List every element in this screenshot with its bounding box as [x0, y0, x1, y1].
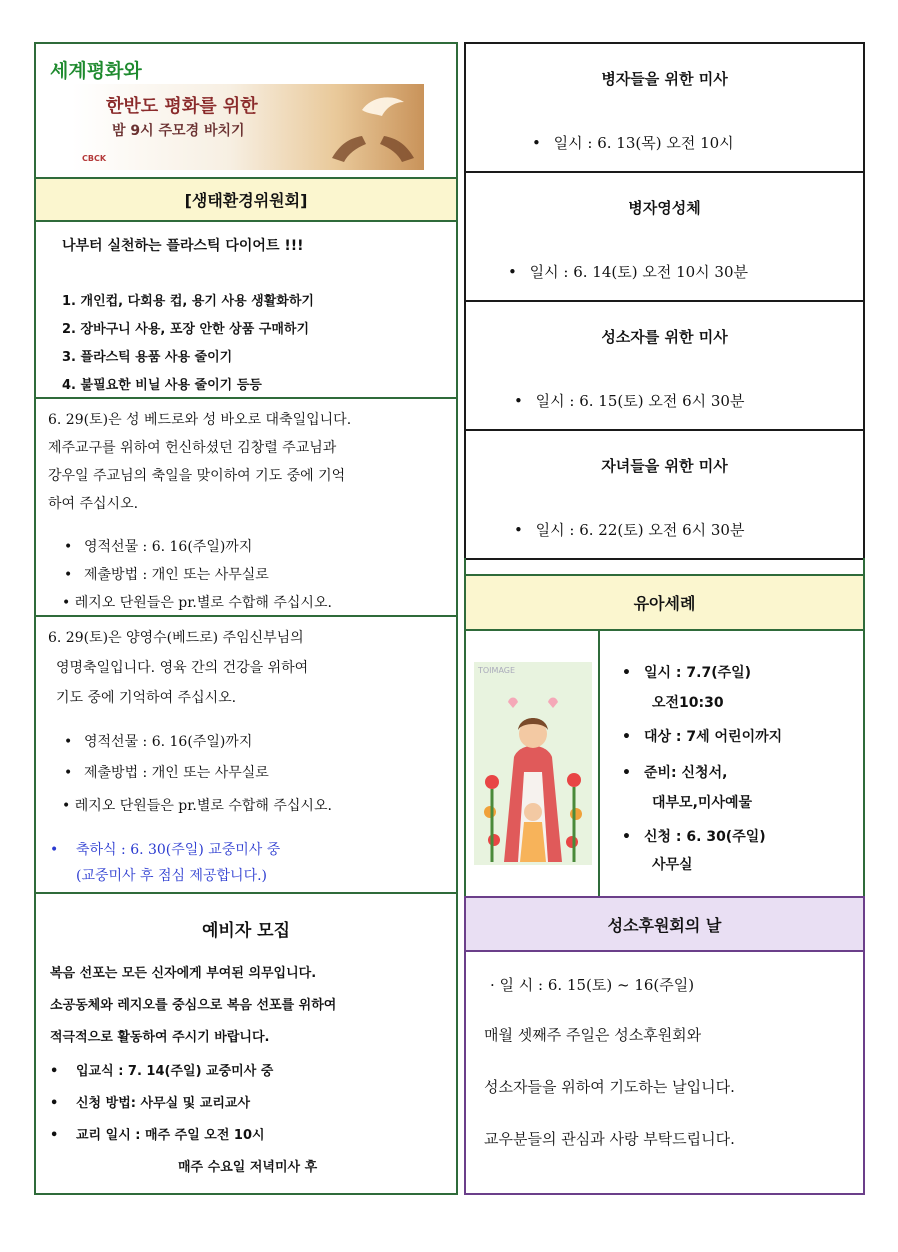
mass-title: 자녀들을 위한 미사: [601, 457, 728, 475]
baptism-item-line2: 오전10:30: [652, 695, 724, 711]
mass-time: • 일시 : 6. 22(토) 오전 6시 30분: [514, 521, 745, 539]
banner-line2: 밤 9시 주모경 바치기: [112, 123, 245, 139]
eco-box: [34, 177, 458, 399]
baptism-item: • 일시 : 7.7(주일): [622, 665, 752, 681]
catechumen-line: 소공동체와 레지오를 중심으로 복음 선포를 위하여: [50, 998, 337, 1013]
catechumen-bullet: • 입교식 : 7. 14(주일) 교중미사 중: [50, 1064, 274, 1079]
baptism-item-line: 준비: 신청서,: [644, 765, 728, 781]
feast1-bullet: • 레지오 단원들은 pr.별로 수합해 주십시오.: [62, 595, 332, 611]
banner-line1: 한반도 평화를 위한: [106, 96, 258, 117]
mass-box: [464, 42, 865, 173]
image-watermark: TOIMAGE: [478, 666, 516, 675]
mass-time: • 일시 : 6. 14(토) 오전 10시 30분: [508, 263, 748, 281]
feast2-bullet-text: 레지오 단원들은 pr.별로 수합해 주십시오.: [74, 798, 332, 814]
celebration-text: 축하식 : 6. 30(주일) 교중미사 중: [76, 842, 281, 858]
vocation-header-text: 성소후원회의 날: [607, 915, 722, 935]
eco-item: 2. 장바구니 사용, 포장 안한 상품 구매하기: [62, 322, 310, 337]
catechumen-bullet: • 교리 일시 : 매주 주일 오전 10시: [50, 1128, 265, 1143]
mass-box: [464, 300, 865, 431]
baptism-header: [466, 576, 863, 631]
banner-logo: CBCK: [82, 154, 107, 163]
catechumen-header: 예비자 모집: [201, 921, 291, 941]
feast1-box: [34, 397, 458, 617]
eco-item: 3. 플라스틱 용품 사용 줄이기: [62, 350, 233, 365]
eco-header-text: [생태환경위원회]: [184, 191, 308, 210]
vocation-line: 성소자들을 위하여 기도하는 날입니다.: [484, 1078, 735, 1096]
feast1-line: 제주교구를 위하여 헌신하셨던 김창렬 주교님과: [48, 440, 337, 456]
feast1-bullet: • 영적선물 : 6. 16(주일)까지: [64, 536, 252, 556]
baptism-box: [464, 574, 865, 898]
mass-title: 병자들을 위한 미사: [601, 70, 728, 88]
mass-time: • 일시 : 6. 13(목) 오전 10시: [532, 134, 734, 152]
mass-time-text: 일시 : 6. 22(토) 오전 6시 30분: [535, 521, 745, 539]
mass-time-text: 일시 : 6. 14(토) 오전 10시 30분: [529, 263, 748, 281]
mass-time-text: 일시 : 6. 13(목) 오전 10시: [553, 134, 734, 152]
peace-title: 세계평화와: [50, 60, 142, 82]
feast2-box: [34, 615, 458, 894]
mass-box: [464, 429, 865, 560]
catechumen-bullet-text: 신청 방법: 사무실 및 교리교사: [76, 1096, 250, 1111]
feast1-bullet: • 제출방법 : 개인 또는 사무실로: [64, 564, 269, 584]
baptism-image: [474, 662, 592, 865]
mass-title: 병자영성체: [628, 199, 701, 217]
vocation-line: 교우분들의 관심과 사랑 부탁드립니다.: [484, 1130, 735, 1148]
jesus-child-icon: [474, 662, 592, 865]
baptism-divider: [598, 629, 600, 896]
mass-box: [464, 171, 865, 302]
feast1-bullet-text: 레지오 단원들은 pr.별로 수합해 주십시오.: [74, 595, 332, 611]
vocation-box: [464, 896, 865, 1195]
catechumen-bullet-text: 입교식 : 7. 14(주일) 교중미사 중: [76, 1064, 274, 1079]
peace-banner-image: [72, 84, 424, 170]
vocation-date: · 일 시 : 6. 15(토) ~ 16(주일): [490, 976, 695, 994]
baptism-item: • 대상 : 7세 어린이까지: [622, 729, 783, 745]
baptism-item: • 신청 : 6. 30(주일): [622, 829, 766, 845]
vocation-line: 매월 셋째주 주일은 성소후원회와: [484, 1026, 702, 1044]
baptism-item-line: 일시 : 7.7(주일): [644, 665, 752, 681]
mass-time-text: 일시 : 6. 15(토) 오전 6시 30분: [535, 392, 745, 410]
feast2-line: 영명축일입니다. 영육 간의 건강을 위하여: [56, 660, 309, 676]
catechumen-line: 적극적으로 활동하여 주시기 바랍니다.: [50, 1030, 270, 1045]
peace-box: [34, 42, 458, 179]
vocation-header: [466, 898, 863, 952]
feast2-line: 기도 중에 기억하여 주십시오.: [56, 690, 237, 706]
dove-hands-icon: [322, 88, 418, 166]
baptism-item-line2: 사무실: [652, 857, 693, 873]
baptism-item-line: 대상 : 7세 어린이까지: [644, 729, 783, 745]
catechumen-box: [34, 892, 458, 1195]
feast2-bullet: • 제출방법 : 개인 또는 사무실로: [64, 762, 269, 782]
eco-intro: 나부터 실천하는 플라스틱 다이어트 !!!: [62, 238, 304, 254]
baptism-item-line2: 대부모,미사예물: [652, 795, 752, 811]
catechumen-last-line: 매주 수요일 저녁미사 후: [178, 1160, 318, 1175]
feast2-bullet: • 영적선물 : 6. 16(주일)까지: [64, 731, 252, 751]
catechumen-bullet-text: 교리 일시 : 매주 주일 오전 10시: [76, 1128, 265, 1143]
celebration-line: • 축하식 : 6. 30(주일) 교중미사 중: [50, 842, 281, 858]
catechumen-line: 복음 선포는 모든 신자에게 부여된 의무입니다.: [50, 966, 317, 981]
baptism-item: • 준비: 신청서,: [622, 765, 728, 781]
feast1-line: 6. 29(토)은 성 베드로와 성 바오로 대축일입니다.: [48, 412, 352, 428]
celebration-note: (교중미사 후 점심 제공합니다.): [76, 868, 268, 884]
feast1-line: 강우일 주교님의 축일을 맞이하여 기도 중에 기억: [48, 468, 346, 484]
baptism-header-text: 유아세례: [633, 594, 696, 613]
catechumen-bullet: • 신청 방법: 사무실 및 교리교사: [50, 1096, 250, 1111]
feast2-bullet: • 레지오 단원들은 pr.별로 수합해 주십시오.: [62, 798, 332, 814]
eco-header: [36, 179, 456, 222]
baptism-item-line: 신청 : 6. 30(주일): [644, 829, 766, 845]
feast1-line: 하여 주십시오.: [48, 496, 139, 512]
mass-time: • 일시 : 6. 15(토) 오전 6시 30분: [514, 392, 745, 410]
mass-title: 성소자를 위한 미사: [601, 328, 728, 346]
eco-item: 1. 개인컵, 다회용 컵, 용기 사용 생활화하기: [62, 294, 314, 309]
eco-item: 4. 불필요한 비닐 사용 줄이기 등등: [62, 378, 262, 393]
feast2-line: 6. 29(토)은 양영수(베드로) 주임신부님의: [48, 630, 304, 646]
